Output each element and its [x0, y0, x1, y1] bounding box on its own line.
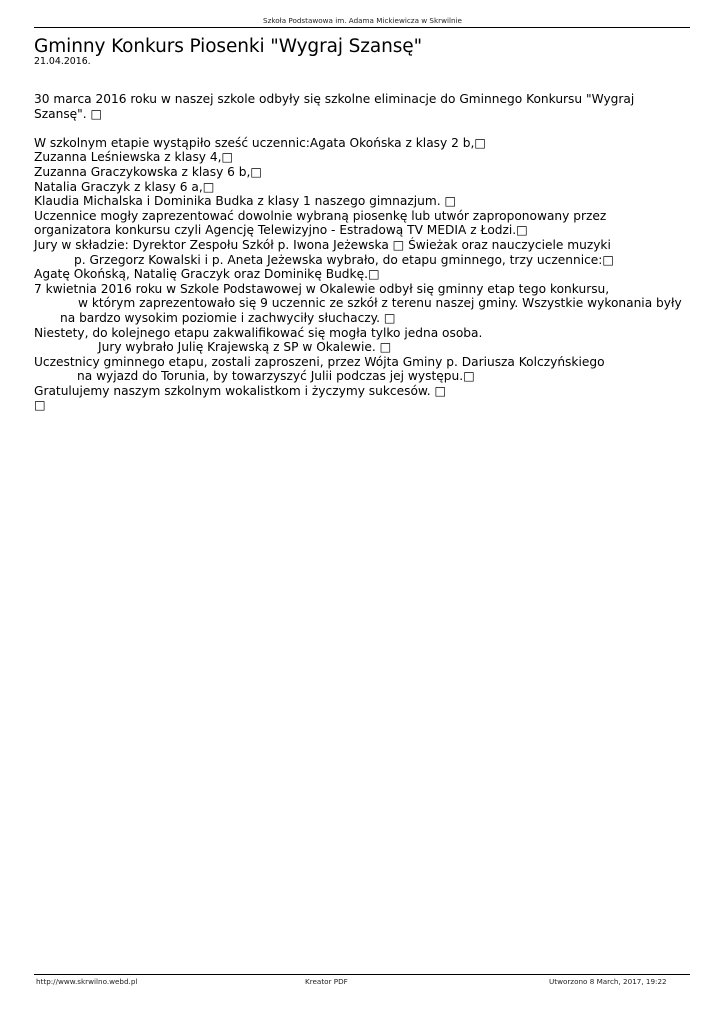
footer-created: Utworzono 8 March, 2017, 19:22 — [549, 977, 667, 986]
body-line: Gratulujemy naszym szkolnym wokalistkom i życzymy sukcesów. □ — [34, 383, 447, 398]
body-line: Niestety, do kolejnego etapu zakwalifikować się mogła tylko jedna osoba. — [34, 325, 483, 340]
body-line: Szansę". □ — [34, 106, 103, 121]
body-line: Zuzanna Leśniewska z klasy 4,□ — [34, 150, 234, 165]
footer-generator: Kreator PDF — [305, 977, 348, 986]
body-line: p. Grzegorz Kowalski i p. Aneta Jeżewska wybrało, do etapu gminnego, trzy uczennice:□ — [74, 252, 614, 267]
body-line: Jury wybrało Julię Krajewską z SP w Okalewie. □ — [98, 340, 392, 355]
body-line: 7 kwietnia 2016 roku w Szkole Podstawowej w Okalewie odbył się gminny etap tego konkursu, — [34, 281, 610, 296]
body-line: na wyjazd do Torunia, by towarzyszyć Julii podczas jej występu.□ — [77, 369, 475, 384]
body-line: Uczennice mogły zaprezentować dowolnie wybraną piosenkę lub utwór zaproponowany przez — [34, 208, 607, 223]
footer-divider — [34, 974, 690, 975]
body-line: W szkolnym etapie wystąpiło sześć uczennic:Agata Okońska z klasy 2 b,□ — [34, 135, 486, 150]
body-line: na bardzo wysokim poziomie i zachwyciły słuchaczy. □ — [60, 310, 396, 325]
article-body — [34, 92, 694, 413]
body-line: organizatora konkursu czyli Agencję Telewizyjno - Estradową TV MEDIA z Łodzi.□ — [34, 223, 528, 238]
body-line: Zuzanna Graczykowska z klasy 6 b,□ — [34, 164, 262, 179]
body-line: 30 marca 2016 roku w naszej szkole odbyły się szkolne eliminacje do Gminnego Konkursu "Wygraj — [34, 92, 635, 106]
paragraph-gap — [34, 121, 694, 136]
footer-url: http://www.skrwilno.webd.pl — [36, 977, 138, 986]
body-line: w którym zaprezentowało się 9 uczennic ze szkół z terenu naszej gminy. Wszystkie wykonania były — [78, 296, 682, 311]
body-line: Klaudia Michalska i Dominika Budka z klasy 1 naszego gimnazjum. □ — [34, 194, 456, 209]
header-divider — [34, 27, 690, 28]
body-line: □ — [34, 398, 46, 413]
body-line: Natalia Graczyk z klasy 6 a,□ — [34, 179, 215, 194]
site-header: Szkoła Podstawowa im. Adama Mickiewicza w Skrwilnie — [263, 16, 462, 25]
body-line: Agatę Okońską, Natalię Graczyk oraz Dominikę Budkę.□ — [34, 267, 380, 282]
article-title: Gminny Konkurs Piosenki "Wygraj Szansę" — [34, 36, 422, 57]
body-line: Jury w składzie: Dyrektor Zespołu Szkół p. Iwona Jeżewska □ Świeżak oraz nauczyciele muzyki — [34, 237, 611, 252]
article-date: 21.04.2016. — [34, 56, 91, 67]
body-line: Uczestnicy gminnego etapu, zostali zaproszeni, przez Wójta Gminy p. Dariusza Kolczyńskiego — [34, 354, 605, 369]
